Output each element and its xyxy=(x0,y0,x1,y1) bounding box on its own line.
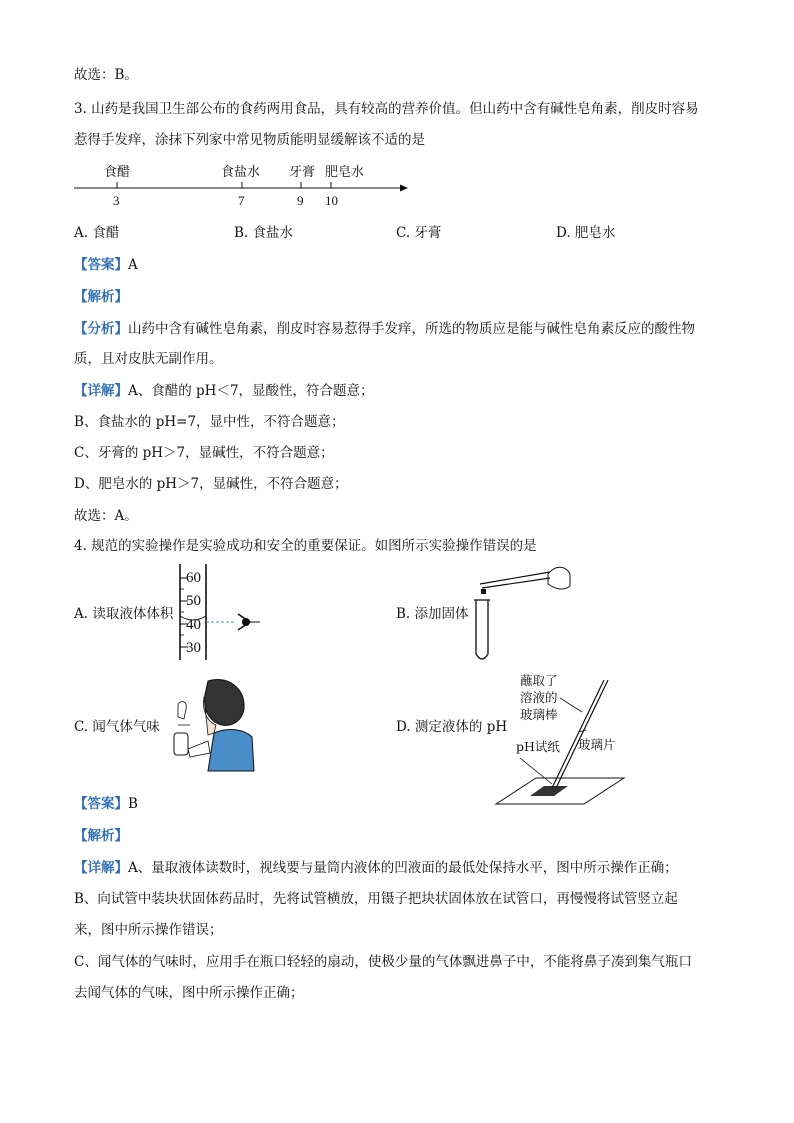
answer-value: A xyxy=(128,257,138,273)
ph-test-rod-label-1: 蘸取了 xyxy=(520,673,558,688)
fenxi-line-2: 质，且对皮肤无副作用。 xyxy=(74,351,223,367)
xiangjie-3-line-c: C、牙膏的 pH＞7，显碱性，不符合题意； xyxy=(74,445,334,461)
answer-3 xyxy=(74,256,138,274)
xiangjie-4-line-b1: B、向试管中装块状固体药品时，先将试管横放，用镊子把块状固体放在试管口，再慢慢将试管竖立起 xyxy=(74,891,678,907)
ph-label-soapwater: 肥皂水 xyxy=(325,165,365,180)
option-4c: C. 闻气体气味 xyxy=(74,719,160,735)
ph-test-paper-label: pH试纸 xyxy=(516,739,560,754)
option-4a: A. 读取液体体积 xyxy=(74,606,174,622)
xiangjie-3-line-a xyxy=(74,382,374,400)
question-4-stem: 4. 规范的实验操作是实验成功和安全的重要保证。如图所示实验操作错误的是 xyxy=(74,538,537,554)
ph-value-10: 10 xyxy=(325,193,338,208)
xiangjie-4-line-b2: 来，图中所示操作错误； xyxy=(74,922,223,938)
question-3-stem-cont: 惹得手发痒，涂抹下列家中常见物质能明显缓解该不适的是 xyxy=(74,132,425,148)
xiangjie-text: A、食醋的 pH＜7，显酸性，符合题意； xyxy=(128,383,374,399)
test-tube-tweezers-figure xyxy=(470,556,570,666)
ph-value-9: 9 xyxy=(297,193,304,208)
answer-4 xyxy=(74,795,138,813)
answer-tag: 【答案】 xyxy=(74,257,128,273)
text-line: 故选：B。 xyxy=(74,67,138,83)
xiangjie-tag: 【详解】 xyxy=(74,383,128,399)
analysis-tag: 【解析】 xyxy=(74,289,128,305)
ph-value-3: 3 xyxy=(113,193,120,208)
ph-test-glass-label: 玻璃片 xyxy=(578,737,616,752)
ph-test-rod-label-2: 溶液的 xyxy=(520,690,558,705)
cylinder-tick-40: 40 xyxy=(186,617,201,633)
cylinder-tick-30: 30 xyxy=(186,640,201,656)
ph-label-saltwater: 食盐水 xyxy=(221,165,261,180)
analysis-tag: 【解析】 xyxy=(74,828,128,844)
xiangjie-4-line-a xyxy=(74,859,678,877)
ph-value-7: 7 xyxy=(238,193,245,208)
xiangjie-3-line-d: D、肥皂水的 pH＞7，显碱性，不符合题意； xyxy=(74,476,348,492)
analysis-4-tag xyxy=(74,827,128,845)
ph-label-vinegar: 食醋 xyxy=(104,165,131,180)
analysis-3-tag xyxy=(74,288,128,306)
cylinder-tick-60: 60 xyxy=(186,570,201,586)
smelling-gas-figure xyxy=(168,675,258,775)
option-4b: B. 添加固体 xyxy=(396,606,469,622)
fenxi-line-1 xyxy=(74,320,695,338)
answer-tag: 【答案】 xyxy=(74,796,128,812)
option-3b: B. 食盐水 xyxy=(234,225,294,241)
xiangjie-tag: 【详解】 xyxy=(74,860,128,876)
fenxi-tag: 【分析】 xyxy=(74,321,128,337)
answer-value: B xyxy=(128,796,138,812)
option-4d: D. 测定液体的 pH xyxy=(396,719,508,735)
xiangjie-3-line-b: B、食盐水的 pH=7，显中性，不符合题意； xyxy=(74,414,345,430)
ph-test-rod-label-3: 玻璃棒 xyxy=(520,707,558,722)
text-line: 故选：A。 xyxy=(74,508,138,524)
ph-label-toothpaste: 牙膏 xyxy=(289,165,316,180)
option-3a: A. 食醋 xyxy=(74,225,120,241)
question-3-stem: 3. 山药是我国卫生部公布的食药两用食品，具有较高的营养价值。但山药中含有碱性皂角素，削皮时容易 xyxy=(74,101,699,117)
fenxi-text: 山药中含有碱性皂角素，削皮时容易惹得手发痒，所选的物质应是能与碱性皂角素反应的酸性物 xyxy=(128,321,695,337)
option-3d: D. 肥皂水 xyxy=(556,225,616,241)
xiangjie-4-line-c1: C、闻气体的气味时，应用手在瓶口轻轻的扇动，使极少量的气体飘进鼻子中，不能将鼻子凑到集气瓶口 xyxy=(74,954,692,970)
cylinder-tick-50: 50 xyxy=(186,593,201,609)
option-3c: C. 牙膏 xyxy=(396,225,442,241)
xiangjie-4-line-c2: 去闻气体的气味，图中所示操作正确； xyxy=(74,985,304,1001)
xiangjie-text: A、量取液体读数时，视线要与量筒内液体的凹液面的最低处保持水平，图中所示操作正确； xyxy=(128,860,678,876)
